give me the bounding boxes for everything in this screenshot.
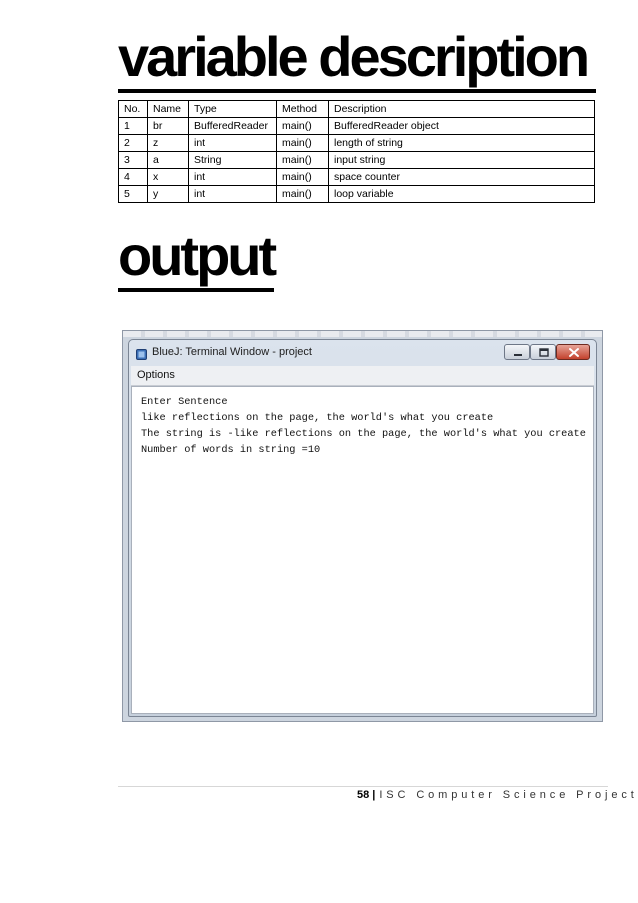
cell-description: input string (329, 152, 595, 169)
window-titlebar[interactable] (129, 340, 596, 366)
cell-method: main() (277, 135, 329, 152)
minimize-button[interactable] (504, 344, 530, 360)
close-button[interactable] (556, 344, 590, 360)
minimize-icon (505, 345, 531, 361)
cell-type: BufferedReader (189, 118, 277, 135)
terminal-line: like reflections on the page, the world's what you create (141, 412, 494, 424)
cell-description: space counter (329, 169, 595, 186)
footer-separator: | (372, 789, 376, 801)
cell-method: main() (277, 152, 329, 169)
cell-name: x (148, 169, 189, 186)
header-name: Name (148, 101, 189, 118)
cell-no: 1 (119, 118, 148, 135)
cell-name: br (148, 118, 189, 135)
header-no: No. (119, 101, 148, 118)
table-row (119, 152, 595, 169)
table-row (119, 186, 595, 203)
cell-type: String (189, 152, 277, 169)
terminal-window (128, 339, 597, 717)
table-row (119, 169, 595, 186)
table-row (119, 135, 595, 152)
table-row (119, 118, 595, 135)
cell-no: 3 (119, 152, 148, 169)
bluej-app-icon (136, 347, 147, 358)
cell-type: int (189, 135, 277, 152)
cell-method: main() (277, 118, 329, 135)
maximize-button[interactable] (530, 344, 556, 360)
cell-method: main() (277, 186, 329, 203)
terminal-output[interactable] (131, 386, 594, 714)
cell-no: 4 (119, 169, 148, 186)
page-number: 58 (357, 789, 370, 801)
menu-bar (131, 366, 594, 386)
cell-name: y (148, 186, 189, 203)
footer-rule (118, 786, 608, 787)
cell-name: z (148, 135, 189, 152)
header-method: Method (277, 101, 329, 118)
maximize-icon (531, 345, 557, 361)
cell-description: loop variable (329, 186, 595, 203)
window-title: BlueJ: Terminal Window - project (152, 346, 312, 358)
cell-name: a (148, 152, 189, 169)
cell-type: int (189, 169, 277, 186)
close-icon (557, 345, 591, 361)
variable-description-heading: variable description (118, 27, 596, 93)
terminal-line: Number of words in string =10 (141, 444, 321, 456)
footer-title: ISC Computer Science Project (379, 789, 638, 801)
header-description: Description (329, 101, 595, 118)
output-heading: output (118, 226, 274, 292)
cell-no: 5 (119, 186, 148, 203)
cell-type: int (189, 186, 277, 203)
cell-description: BufferedReader object (329, 118, 595, 135)
screenshot-edge (123, 331, 602, 337)
page-footer (357, 789, 638, 801)
cell-description: length of string (329, 135, 595, 152)
terminal-line: The string is -like reflections on the page, the world's what you create (141, 428, 586, 440)
menu-options[interactable]: Options (137, 369, 175, 381)
header-type: Type (189, 101, 277, 118)
cell-method: main() (277, 169, 329, 186)
variable-description-table (118, 100, 595, 203)
terminal-screenshot (122, 330, 603, 722)
cell-no: 2 (119, 135, 148, 152)
terminal-line: Enter Sentence (141, 396, 228, 408)
table-header-row (119, 101, 595, 118)
